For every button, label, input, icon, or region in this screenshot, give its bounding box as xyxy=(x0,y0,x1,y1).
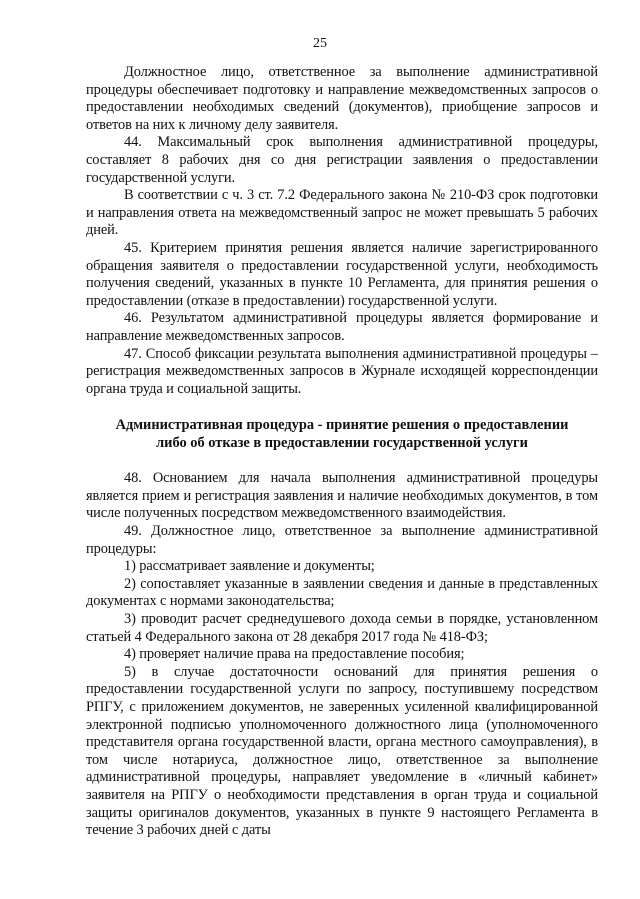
paragraphs-bottom xyxy=(86,470,598,839)
paragraph: 47. Способ фиксации результата выполнения административной процедуры – регистрация межведомственных запросов в Журнале исходящей корреспонденции органа труда и социальной защиты. xyxy=(86,345,598,397)
paragraph: 44. Максимальный срок выполнения административной процедуры, составляет 8 рабочих дня со дня регистрации заявления о предоставлении государственной услуги. xyxy=(86,134,598,186)
document-body xyxy=(86,64,598,840)
paragraphs-top xyxy=(86,64,598,398)
paragraph: Должностное лицо, ответственное за выполнение административной процедуры обеспечивает подготовку и направление межведомственных запросов о предоставлении необходимых сведений (документов), приобщение запросов и ответов на них к личному делу заявителя. xyxy=(86,64,598,133)
paragraph: 49. Должностное лицо, ответственное за выполнение административной процедуры: xyxy=(86,523,598,557)
paragraph: 46. Результатом административной процедуры является формирование и направление межведомственных запросов. xyxy=(86,310,598,344)
paragraph: В соответствии с ч. 3 ст. 7.2 Федерального закона № 210-ФЗ срок подготовки и направления ответа на межведомственный запрос не может превышать 5 рабочих дней. xyxy=(86,187,598,239)
list-item: 2) сопоставляет указанные в заявлении сведения и данные в представленных документах с нормами законодательства; xyxy=(86,575,598,610)
list-item: 5) в случае достаточности оснований для принятия решения о предоставлении государственной услуги по запросу, поступившему посредством РПГУ, с приложением документов, не заверенных усиленной квалифицированной электронной подписью уполномоченного должностного лица (уполномоченного представителя органа государственной власти, органа местного самоуправления), в том числе нотариуса, должностное лицо, ответственное за выполнение административной процедуры, направляет уведомление в «личный кабинет» заявителя на РПГУ о необходимости представления в орган труда и социальной защиты оригиналов документов, указанных в пункте 9 настоящего Регламента в течение 3 рабочих дней с даты xyxy=(86,663,598,839)
paragraph: 45. Критерием принятия решения является наличие зарегистрированного обращения заявителя о предоставлении государственной услуги, необходимость получения сведений, указанных в пункте 10 Регламента, для принятия решения о предоставлении (отказе в предоставлении) государственной услуги. xyxy=(86,239,598,309)
section-heading-line: Административная процедура - принятие решения о предоставлении xyxy=(115,417,569,434)
section-heading-line: либо об отказе в предоставлении государственной услуги xyxy=(156,435,528,452)
list-item: 3) проводит расчет среднедушевого дохода семьи в порядке, установленном статьей 4 Федерального закона от 28 декабря 2017 года № 418-ФЗ; xyxy=(86,611,598,645)
list-item: 4) проверяет наличие права на предоставление пособия; xyxy=(124,646,465,663)
paragraph: 48. Основанием для начала выполнения административной процедуры является прием и регистрация заявления и наличие необходимых документов, в том числе полученных посредством межведомственного взаимодействия. xyxy=(86,470,598,522)
section-heading xyxy=(86,416,598,452)
page-number: 25 xyxy=(313,36,327,51)
list-item: 1) рассматривает заявление и документы; xyxy=(124,558,375,575)
